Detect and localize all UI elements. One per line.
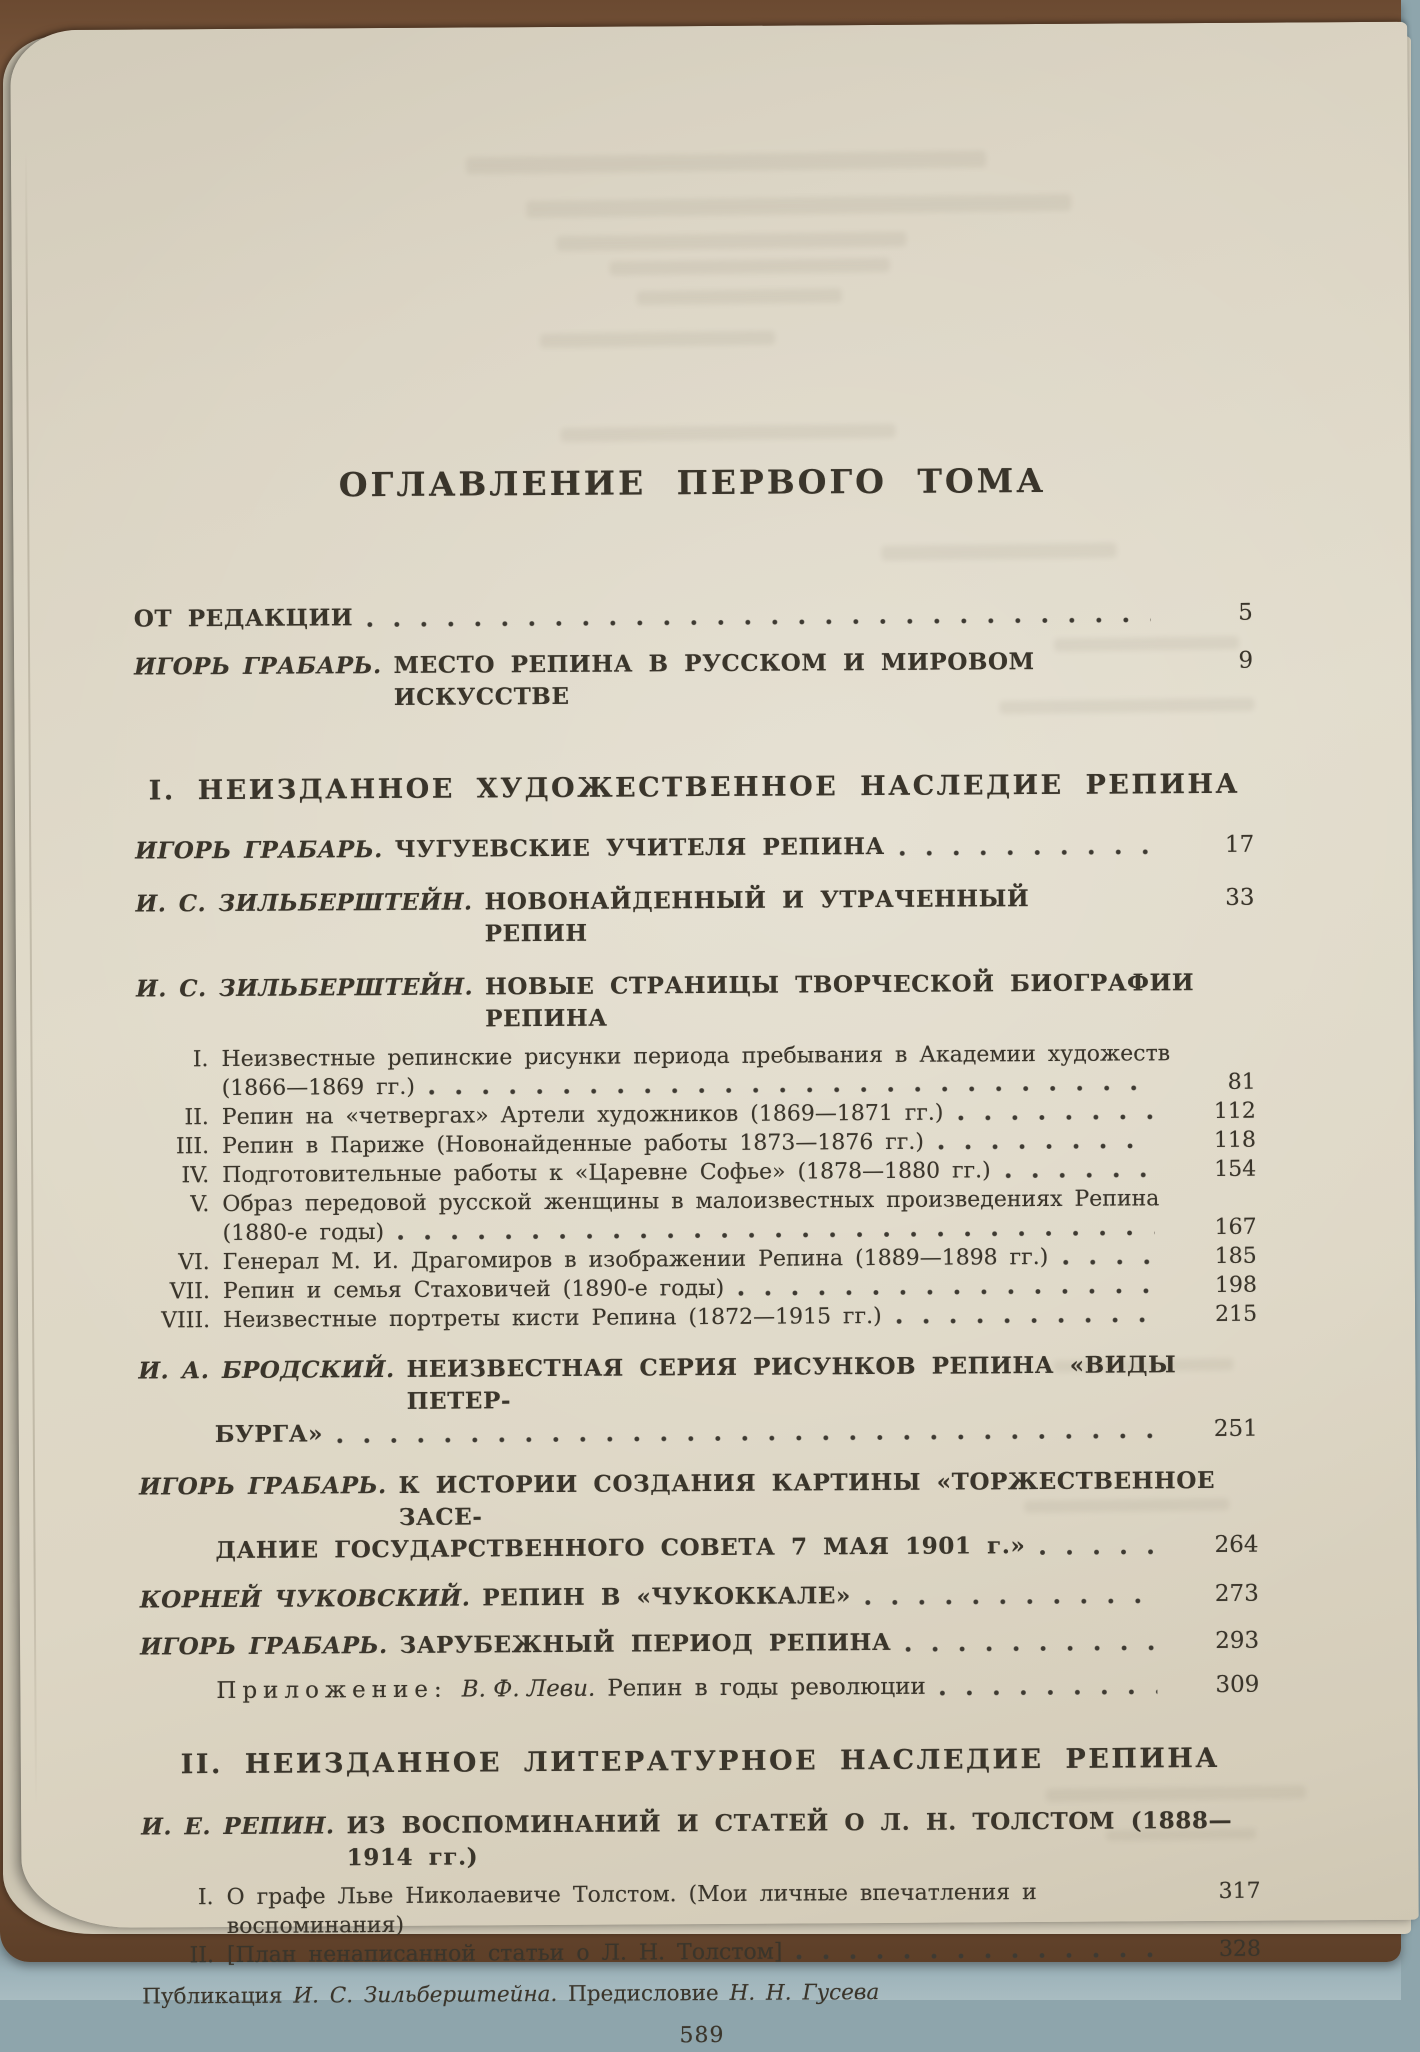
toc-entry-title: НОВЫЕ СТРАНИЦЫ ТВОРЧЕСКОЙ БИОГРАФИИ РЕПИНА [485, 967, 1255, 1036]
sub-entry-number: I. [142, 1883, 227, 1913]
dot-leader [905, 1643, 1157, 1654]
dot-leader [899, 847, 1152, 858]
page-number: 81 [1164, 1068, 1256, 1098]
sub-entry-text: Репин на «четвергах» Артели художников (1869—1871 гг.) [222, 1099, 944, 1132]
toc-entry-author: И. С. ЗИЛЬБЕРШТЕЙН. [136, 971, 473, 1005]
toc-entry-title: НЕИЗВЕСТНАЯ СЕРИЯ РИСУНКОВ РЕПИНА «ВИДЫ ПЕТЕР- [406, 1349, 1257, 1418]
toc-entry-author: И. А. БРОДСКИЙ. [138, 1354, 394, 1388]
toc-entry [140, 1625, 1259, 1664]
toc-entry-continuation: ДАНИЕ ГОСУДАРСТВЕННОГО СОВЕТА 7 МАЯ 1901 г.» [139, 1530, 1025, 1567]
page-number: 309 [1167, 1669, 1259, 1702]
toc-entry-title: ЧУГУЕВСКИЕ УЧИТЕЛЯ РЕПИНА [395, 831, 885, 866]
toc-entry-continuation: БУРГА» [139, 1418, 323, 1451]
toc-entry-author: И. Е. РЕПИН. [141, 1810, 335, 1843]
page-number: 273 [1167, 1578, 1259, 1611]
sub-entry-text: Неизвестные репинские рисунки периода пребывания в Академии художеств [221, 1039, 1170, 1074]
toc-entry [139, 1465, 1259, 1568]
sub-entry-list [142, 1877, 1262, 1971]
sub-entry-text: Неизвестные портреты кисти Репина (1872—1915 гг.) [223, 1302, 882, 1335]
sub-entry [138, 1300, 1257, 1336]
sub-entry-text: О графе Льве Николаевиче Толстом. (Мои личные впечатления и воспоминания) [227, 1877, 1169, 1941]
dot-leader [738, 1286, 1155, 1298]
toc-entry-author: И. С. ЗИЛЬБЕРШТЕЙН. [135, 886, 472, 920]
sub-entry-number: II. [142, 1941, 227, 1971]
appendix-label: Приложение: [216, 1674, 448, 1707]
toc-entry-author: ИГОРЬ ГРАБАРЬ. [135, 834, 383, 868]
page-number: 251 [1166, 1413, 1258, 1446]
page-number: 33 [1162, 882, 1254, 915]
appendix-text: Репин в годы революции [607, 1671, 926, 1705]
sub-entry [142, 1935, 1261, 1971]
note-author: Н. Н. Гусева [730, 1980, 880, 2006]
page-seam [25, 150, 37, 1808]
note-author: И. С. Зильберштейна. [293, 1982, 568, 2009]
page-number: 5 [1161, 597, 1253, 630]
folio-page-number: 589 [142, 2020, 1261, 2052]
page-title: ОГЛАВЛЕНИЕ ПЕРВОГО ТОМА [133, 459, 1252, 508]
sub-entry [142, 1877, 1261, 1942]
toc-entry [141, 1805, 1260, 1876]
toc-entry-author: ИГОРЬ ГРАБАРЬ. [139, 1470, 387, 1504]
dot-leader [1039, 1547, 1156, 1557]
sub-entry-text: Подготовительные работы к «Царевне Софье» (1878—1880 гг.) [222, 1156, 991, 1190]
dot-leader [398, 1228, 1155, 1242]
toc-entry [134, 645, 1253, 716]
sub-entry-text: [План ненаписанной статьи о Л. Н. Толстом] [227, 1938, 783, 1970]
dot-leader [796, 1950, 1159, 1961]
sub-entry-text: Образ передовой русской женщины в малоизвестных произведениях Репина [222, 1184, 1159, 1219]
dot-leader [1005, 1170, 1155, 1180]
sub-entry-text: Репин в Париже (Новонайденные работы 1873—1876 гг.) [222, 1128, 924, 1161]
page-number: 154 [1164, 1155, 1256, 1185]
page-number: 9 [1161, 645, 1253, 678]
note-text: Публикация [142, 1984, 293, 2010]
toc-entry-author: ИГОРЬ ГРАБАРЬ. [134, 650, 382, 684]
sub-entry-number: VIII. [138, 1306, 223, 1336]
page-number: 328 [1169, 1935, 1261, 1965]
publication-note [142, 1976, 1261, 2013]
toc-entry-title: ОТ РЕДАКЦИИ [134, 602, 354, 635]
page-number: 167 [1164, 1213, 1256, 1243]
sub-entry-number: V. [137, 1190, 222, 1220]
toc-entry-title: НОВОНАЙДЕННЫЙ И УТРАЧЕННЫЙ РЕПИН [484, 882, 1138, 950]
dot-leader [865, 1596, 1157, 1607]
page-number: 293 [1167, 1625, 1259, 1658]
toc-entry-title: РЕПИН В «ЧУКОККАЛЕ» [482, 1580, 851, 1614]
dot-leader [337, 1431, 1156, 1445]
page-number: 198 [1165, 1271, 1257, 1301]
toc-entry [134, 597, 1253, 636]
sub-entry [136, 1039, 1255, 1104]
sub-entry [137, 1184, 1256, 1249]
page-number: 185 [1165, 1242, 1257, 1272]
dot-leader [957, 1112, 1153, 1122]
sub-entry-number: VII. [138, 1277, 223, 1307]
toc-entry-title: К ИСТОРИИ СОЗДАНИЯ КАРТИНЫ «ТОРЖЕСТВЕННОЕ ЗАСЕ- [399, 1465, 1259, 1534]
page-number: 112 [1164, 1097, 1256, 1127]
toc-entry-title: МЕСТО РЕПИНА В РУССКОМ И МИРОВОМ ИСКУССТВЕ [394, 645, 1138, 714]
toc-entry-author: КОРНЕЙ ЧУКОВСКИЙ. [140, 1583, 471, 1617]
toc-entry [135, 882, 1254, 953]
toc-entry [138, 1349, 1258, 1452]
page-number: 264 [1166, 1529, 1258, 1562]
toc-entry [140, 1578, 1259, 1617]
sub-entry-number: IV. [137, 1161, 222, 1191]
appendix-author: В. Ф. Леви. [462, 1673, 596, 1706]
page-number: 17 [1162, 829, 1254, 862]
sub-entry-text: Генерал М. И. Драгомиров в изображении Репина (1889—1898 гг.) [223, 1243, 1049, 1277]
sub-entry-text: Репин и семья Стаховичей (1890-е годы) [223, 1274, 724, 1306]
dot-leader [429, 1083, 1154, 1096]
section-heading: II. НЕИЗДАННОЕ ЛИТЕРАТУРНОЕ НАСЛЕДИЕ РЕПИНА [141, 1741, 1260, 1784]
toc-entry [135, 829, 1254, 868]
page-number: 317 [1169, 1877, 1261, 1907]
page-number: 215 [1165, 1300, 1257, 1330]
toc-entry-title: ИЗ ВОСПОМИНАНИЙ И СТАТЕЙ О Л. Н. ТОЛСТОМ (1888—1914 гг.) [346, 1805, 1260, 1875]
dot-leader [940, 1687, 1158, 1697]
page-number: 118 [1164, 1126, 1256, 1156]
appendix-entry [140, 1669, 1259, 1708]
sub-entry-list [136, 1039, 1257, 1336]
toc-entry-author: ИГОРЬ ГРАБАРЬ. [140, 1630, 388, 1664]
toc-entry-title: ЗАРУБЕЖНЫЙ ПЕРИОД РЕПИНА [400, 1627, 892, 1662]
section-heading: I. НЕИЗДАННОЕ ХУДОЖЕСТВЕННОЕ НАСЛЕДИЕ РЕПИНА [135, 767, 1254, 810]
sub-entry-number: II. [137, 1103, 222, 1133]
sub-entry-number: VI. [138, 1248, 223, 1278]
dot-leader [1062, 1257, 1155, 1267]
sub-entry-continuation: (1866—1869 гг.) [137, 1073, 415, 1104]
toc-content [130, 23, 1261, 2052]
sub-entry-number: III. [137, 1132, 222, 1162]
dot-leader [896, 1315, 1155, 1326]
note-text: Предисловие [568, 1981, 730, 2007]
dot-leader [938, 1141, 1154, 1151]
sub-entry-continuation: (1880-е годы) [137, 1218, 384, 1249]
dot-leader [367, 615, 1151, 629]
toc-entry [136, 967, 1255, 1038]
page-sheet [10, 22, 1419, 1928]
sub-entry-number: I. [136, 1045, 221, 1075]
